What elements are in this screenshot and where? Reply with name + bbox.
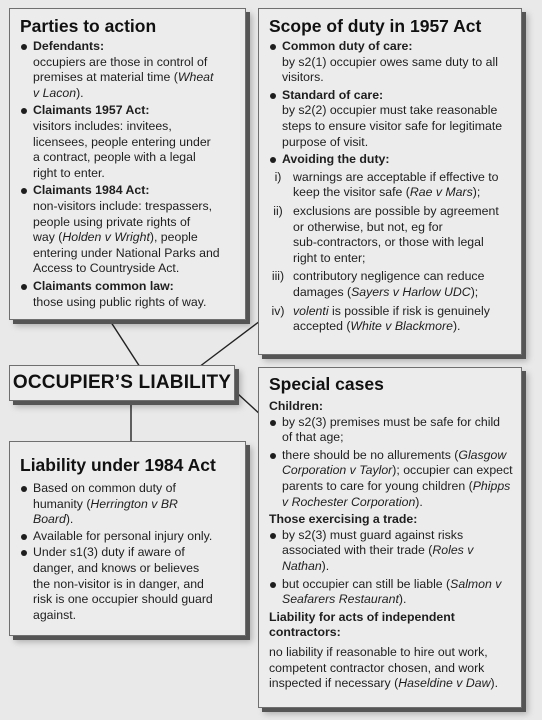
case-citation: Roles v (432, 543, 474, 558)
case-citation: Corporation v Taylor (282, 463, 393, 478)
text-segment: associated with their trade ( (282, 543, 433, 558)
text-line (293, 304, 511, 320)
item-number: ii) (273, 203, 283, 218)
text-segment: damages ( (293, 284, 352, 299)
text-segment: ). (321, 558, 330, 573)
text-segment: ). (415, 494, 423, 509)
text-segment: exclusions are possible by agreement (293, 203, 499, 218)
text-line (282, 592, 511, 608)
numbered-item (269, 269, 511, 300)
case-citation: Board (33, 512, 66, 527)
heading-line: contractors: (269, 625, 341, 640)
text-line (33, 577, 235, 593)
text-line (282, 135, 511, 151)
text-line (293, 170, 511, 186)
text-line (33, 295, 235, 311)
text-segment: contributory negligence can reduce (293, 269, 485, 284)
text-segment: humanity ( (33, 496, 91, 511)
connector-to-parties (107, 316, 140, 367)
item-number: iii) (271, 269, 285, 284)
numbered-item (269, 304, 511, 335)
case-citation: volenti (293, 303, 329, 318)
item-heading: Standard of care: (282, 87, 384, 102)
text-segment: the non-visitor is in danger, and (33, 576, 204, 591)
case-citation: Rae v Mars (409, 185, 473, 200)
text-segment: Access to Countryside Act. (33, 261, 180, 276)
text-line (282, 528, 511, 544)
case-citation: Phipps (472, 478, 511, 493)
text-line (282, 463, 511, 479)
text-line (269, 645, 511, 661)
text-segment: risk is one occupier should guard (33, 592, 213, 607)
parties-to-action-box (9, 8, 246, 320)
case-citation: Sayers v Harlow UDC (351, 284, 471, 299)
list-item (20, 103, 235, 181)
text-segment: competent contractor chosen, and work (269, 660, 485, 675)
parties-title: Parties to action (20, 16, 157, 36)
text-segment: ), people (149, 230, 198, 245)
text-line (33, 529, 235, 545)
case-citation: Glasgow (458, 447, 507, 462)
text-line (33, 199, 235, 215)
text-line (293, 269, 511, 285)
text-line (33, 561, 235, 577)
numbered-item (269, 204, 511, 266)
text-line (33, 150, 235, 166)
text-segment: steps to ensure visitor safe for legitimate (282, 118, 503, 133)
heading-line: Liability for acts of independent (269, 609, 455, 624)
central-title: OCCUPIER’S LIABILITY (12, 372, 232, 393)
text-line (282, 70, 511, 86)
case-citation: Salmon v (450, 576, 502, 591)
special-title: Special cases (269, 374, 384, 394)
text-line (282, 103, 511, 119)
text-segment: against. (33, 607, 77, 622)
text-line (282, 430, 511, 446)
text-line (33, 166, 235, 182)
item-heading: Avoiding the duty: (282, 152, 390, 167)
case-citation: White v Blackmore (350, 319, 453, 334)
text-segment: non-visitors include: trespassers, (33, 198, 213, 213)
text-segment: premises at material time ( (33, 70, 178, 85)
item-heading: Defendants: (33, 39, 105, 53)
case-citation: Holden v Wright (62, 230, 150, 245)
list-item (269, 528, 511, 575)
text-line (33, 545, 235, 561)
list-item (269, 88, 511, 150)
text-segment: those using public rights of way. (33, 294, 207, 309)
text-segment: ). (76, 85, 84, 100)
text-line (293, 251, 511, 267)
special-cases-box (258, 367, 522, 708)
text-segment: sub-contractors, or those with legal (293, 235, 484, 250)
item-heading: Claimants common law: (33, 278, 174, 293)
list-item (269, 415, 511, 446)
section-list (269, 528, 511, 608)
text-segment: visitors. (282, 70, 324, 85)
text-line (282, 559, 511, 575)
central-topic-box (9, 365, 235, 401)
text-segment: is possible if risk is genuinely (328, 303, 490, 318)
text-line (33, 119, 235, 135)
scope-list (269, 39, 511, 168)
scope-of-duty-box (258, 8, 522, 355)
text-segment: keep the visitor safe ( (293, 185, 410, 200)
text-segment: Based on common duty of (33, 481, 176, 495)
case-citation: v Rochester Corporation (282, 494, 416, 509)
text-segment: warnings are acceptable if effective to (293, 169, 499, 184)
section-heading (269, 610, 511, 641)
text-line (282, 495, 511, 511)
item-heading: Claimants 1957 Act: (33, 103, 150, 118)
special-body (269, 399, 511, 692)
list-item (20, 183, 235, 277)
text-line (282, 479, 511, 495)
text-segment: occupiers are those in control of (33, 54, 208, 69)
text-line (33, 230, 235, 246)
item-number: iv) (271, 303, 285, 318)
parties-list (20, 39, 235, 310)
text-segment: people using private rights of (33, 214, 191, 229)
case-citation: Herrington v BR (90, 496, 178, 511)
text-segment: ). (490, 676, 498, 691)
case-citation: v Lacon (33, 85, 77, 100)
text-segment: but occupier can still be liable ( (282, 576, 451, 591)
text-line (33, 70, 235, 86)
text-segment: of that age; (282, 430, 344, 445)
text-segment: there should be no allurements ( (282, 447, 459, 462)
case-citation: Seafarers Restaurant (282, 592, 399, 607)
text-line (33, 261, 235, 277)
text-line (282, 448, 511, 464)
list-item (269, 152, 511, 168)
liability-list (20, 481, 235, 623)
text-line (293, 204, 511, 220)
liability-title: Liability under 1984 Act (20, 455, 216, 475)
text-line (282, 55, 511, 71)
text-segment: by s2(1) occupier owes same duty to all (282, 54, 498, 69)
liability-1984-box (9, 441, 246, 636)
text-segment: right to enter; (293, 250, 366, 265)
list-item (20, 39, 235, 101)
text-line (33, 497, 235, 513)
case-citation: Haseldine v Daw (398, 676, 491, 691)
text-line (33, 608, 235, 624)
text-line (33, 135, 235, 151)
text-line (269, 661, 511, 677)
text-segment: no liability if reasonable to hire out work, (269, 644, 488, 659)
section-list (269, 415, 511, 511)
list-item (20, 279, 235, 310)
text-segment: ); occupier can expect (392, 463, 513, 478)
list-item (20, 545, 235, 623)
text-segment: by s2(3) must guard against risks (282, 527, 464, 542)
text-line (33, 481, 235, 497)
text-line (282, 543, 511, 559)
case-citation: Wheat (177, 70, 214, 85)
item-heading: Claimants 1984 Act: (33, 183, 150, 198)
text-line (282, 415, 511, 431)
item-heading: Common duty of care: (282, 39, 413, 53)
text-segment: ). (452, 319, 461, 334)
text-line (33, 86, 235, 102)
text-line (33, 215, 235, 231)
text-segment: Under s1(3) duty if aware of (33, 545, 185, 560)
list-item (269, 39, 511, 86)
scope-numbered-list (269, 170, 511, 335)
section-heading: Children: (269, 399, 323, 413)
text-segment: ). (398, 592, 407, 607)
text-segment: ); (472, 185, 481, 200)
text-line (293, 285, 511, 301)
text-segment: right to enter. (33, 165, 105, 180)
text-segment: ); (470, 284, 479, 299)
text-segment: by s2(3) premises must be safe for child (282, 414, 501, 429)
connector-to-scope (199, 318, 264, 367)
section-heading: Those exercising a trade: (269, 512, 418, 527)
text-line (293, 220, 511, 236)
text-segment: visitors includes: invitees, (33, 118, 172, 133)
text-segment: Available for personal injury only. (33, 528, 213, 543)
list-item (20, 529, 235, 545)
text-line (293, 319, 511, 335)
text-segment: purpose of visit. (282, 134, 369, 149)
text-line (33, 55, 235, 71)
text-segment: way ( (33, 230, 63, 245)
case-citation: Nathan (282, 558, 322, 573)
text-segment: by s2(2) occupier must take reasonable (282, 103, 498, 118)
scope-title: Scope of duty in 1957 Act (269, 16, 482, 36)
text-line (269, 676, 511, 692)
text-line (33, 246, 235, 262)
text-segment: licensees, people entering under (33, 134, 211, 149)
text-segment: inspected if necessary ( (269, 676, 399, 691)
text-segment: or otherwise, but not, eg for (293, 219, 443, 234)
text-line (293, 185, 511, 201)
text-segment: parents to care for young children ( (282, 478, 473, 493)
text-line (282, 119, 511, 135)
text-segment: entering under National Parks and (33, 245, 220, 260)
item-number: i) (274, 169, 282, 184)
text-segment: accepted ( (293, 319, 351, 334)
numbered-item (269, 170, 511, 201)
text-segment: danger, and knows or believes (33, 560, 200, 575)
list-item (20, 481, 235, 528)
text-line (33, 592, 235, 608)
list-item (269, 448, 511, 510)
text-segment: a contract, people with a legal (33, 150, 196, 165)
list-item (269, 577, 511, 608)
text-line (33, 512, 235, 528)
text-segment: ). (65, 512, 74, 527)
text-line (293, 235, 511, 251)
section-text (269, 645, 511, 692)
text-line (282, 577, 511, 593)
